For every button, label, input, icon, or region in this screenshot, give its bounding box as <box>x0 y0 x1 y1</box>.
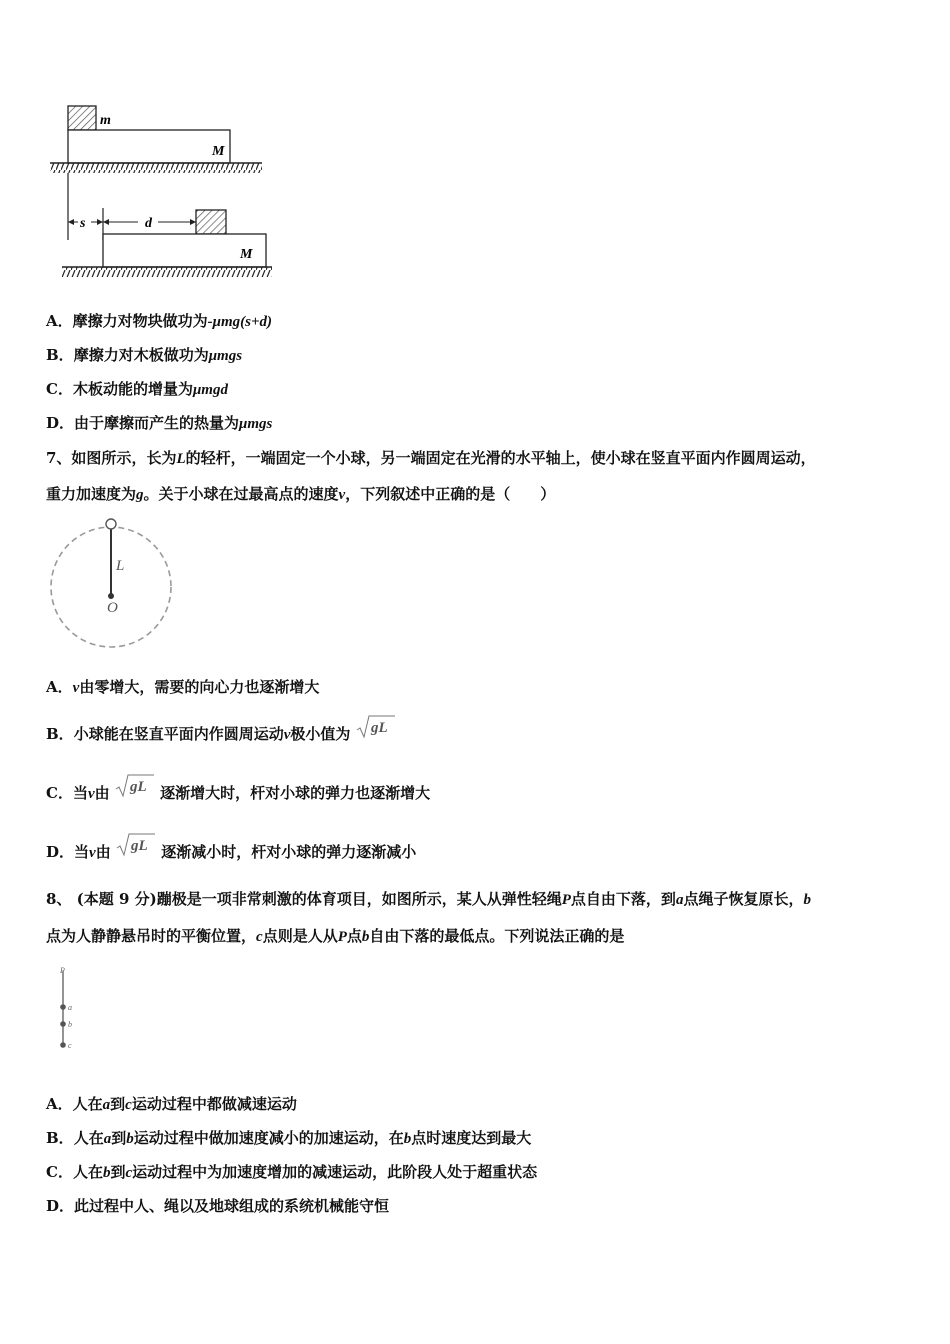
q8-option-a[interactable]: A．人在a到c运动过程中都做减速运动 <box>46 1095 297 1113</box>
svg-text:gL: gL <box>129 779 147 795</box>
sqrt-gL-c <box>115 773 155 799</box>
q8-stem-line2: 点为人静静悬吊时的平衡位置，c点则是人从P点b自由下落的最低点。下列说法正确的是 <box>46 927 625 945</box>
label-L: L <box>116 558 125 574</box>
q7-option-c[interactable]: C．当v由 gL 逐渐增大时，杆对小球的弹力也逐渐增大 <box>46 783 430 804</box>
q8-option-d[interactable]: D．此过程中人、绳以及地球组成的系统机械能守恒 <box>46 1197 390 1215</box>
label-d: d <box>145 216 152 231</box>
q6-figure <box>46 100 276 290</box>
sqrt-gL-d <box>116 832 156 858</box>
label-P: P <box>60 966 65 975</box>
q7-stem-line2: 重力加速度为g。关于小球在过最高点的速度v，下列叙述中正确的是（ ） <box>46 485 556 503</box>
label-m: m <box>100 113 111 128</box>
point-a <box>60 1004 66 1010</box>
label-c: c <box>68 1041 72 1050</box>
q7-figure <box>46 515 181 655</box>
point-b <box>60 1021 66 1027</box>
q8-option-c[interactable]: C．人在b到c运动过程中为加速度增加的减速运动，此阶段人处于超重状态 <box>46 1163 538 1181</box>
label-s: s <box>80 216 86 231</box>
q6-option-c[interactable]: C．木板动能的增量为μmgd <box>46 380 228 398</box>
block-m-top <box>68 106 96 130</box>
label-a: a <box>68 1003 72 1012</box>
q7-option-a[interactable]: A．v由零增大，需要的向心力也逐渐增大 <box>46 678 320 696</box>
block-m-bottom <box>196 210 226 234</box>
q8-stem-line1: 8、 (本题 9 分)蹦极是一项非常刺激的体育项目，如图所示，某人从弹性轻绳P点自由下落，到a点绳子恢复原长，b <box>46 890 811 908</box>
q6-option-b[interactable]: B．摩擦力对木板做功为μmgs <box>46 346 243 364</box>
label-b: b <box>68 1020 72 1029</box>
q7-stem-line1: 7、如图所示，长为L的轻杆，一端固定一个小球，另一端固定在光滑的水平轴上，使小球在竖直平面内作圆周运动， <box>46 449 816 467</box>
q8-figure <box>55 965 85 1055</box>
board-M-top <box>68 130 230 163</box>
q8-option-b[interactable]: B．人在a到b运动过程中做加速度减小的加速运动，在b点时速度达到最大 <box>46 1129 532 1147</box>
label-M-top: M <box>212 144 225 159</box>
ball <box>106 519 116 529</box>
svg-text:gL: gL <box>130 838 148 854</box>
q7-option-d[interactable]: D．当v由 gL 逐渐减小时，杆对小球的弹力逐渐减小 <box>46 842 416 863</box>
label-M-bottom: M <box>240 247 253 262</box>
q7-option-b[interactable]: B．小球能在竖直平面内作圆周运动v极小值为 gL <box>46 724 396 745</box>
q6-option-a[interactable]: A．摩擦力对物块做功为-μmg(s+d) <box>46 312 273 330</box>
sqrt-gL-b <box>356 714 396 740</box>
pivot-O <box>108 593 114 599</box>
point-c <box>60 1042 66 1048</box>
q6-option-d[interactable]: D．由于摩擦而产生的热量为μmgs <box>46 414 273 432</box>
label-O: O <box>107 600 118 616</box>
svg-text:gL: gL <box>370 720 388 736</box>
